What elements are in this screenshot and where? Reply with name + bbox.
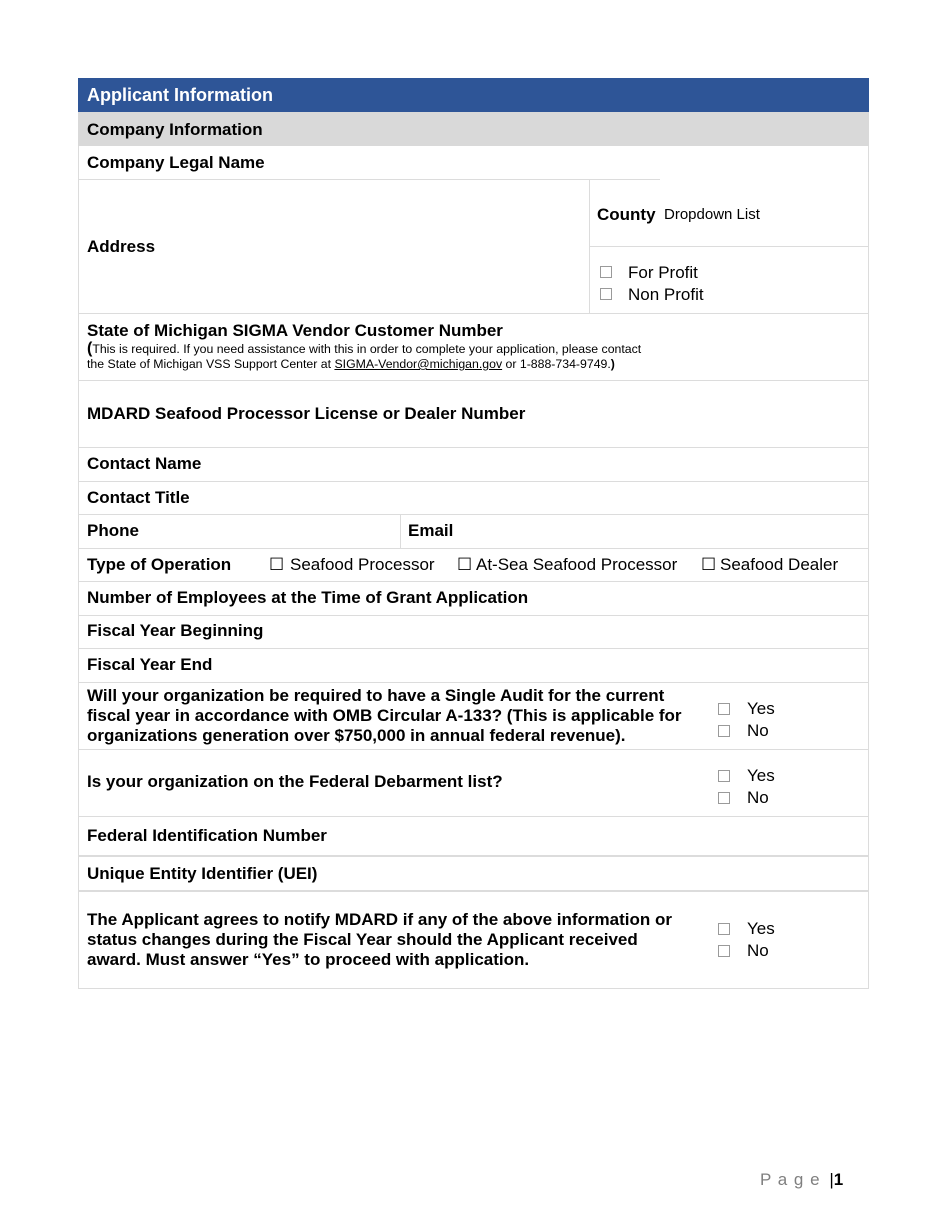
county-divider (589, 246, 869, 247)
legal-name-label: Company Legal Name (87, 153, 265, 172)
seafood-processor-label: Seafood Processor (290, 555, 435, 574)
uei-row[interactable] (78, 857, 869, 892)
page-footer (760, 1170, 880, 1194)
contact-name-label: Contact Name (87, 454, 202, 473)
notify-line: status changes during the Fiscal Year should the Applicant received (87, 930, 638, 949)
contact-name-row[interactable] (78, 448, 869, 482)
notify-line: award. Must answer “Yes” to proceed with application. (87, 950, 530, 969)
debarment-row (78, 750, 869, 817)
for-profit-label: For Profit (628, 263, 698, 282)
no-label: No (747, 941, 769, 960)
fy-begin-label: Fiscal Year Beginning (87, 621, 264, 640)
debarment-yes[interactable] (718, 765, 838, 787)
sigma-close-paren: ) (610, 357, 615, 371)
employees-label: Number of Employees at the Time of Grant Application (87, 588, 529, 607)
sigma-label: State of Michigan SIGMA Vendor Customer Number (87, 321, 503, 340)
fy-begin-row[interactable] (78, 616, 869, 649)
contact-title-label: Contact Title (87, 488, 190, 507)
fein-row[interactable] (78, 817, 869, 857)
debarment-label: Is your organization on the Federal Debarment list? (87, 772, 503, 791)
fein-label: Federal Identification Number (87, 826, 327, 845)
no-label: No (747, 721, 769, 740)
checkbox-icon[interactable] (718, 725, 730, 737)
county-field[interactable] (590, 180, 869, 246)
license-row[interactable] (78, 381, 869, 448)
checkbox-icon[interactable] (718, 945, 730, 957)
yes-label: Yes (747, 766, 775, 785)
checkbox-icon[interactable] (718, 923, 730, 935)
single-audit-question (87, 686, 682, 746)
page-number: 1 (833, 1170, 844, 1189)
single-audit-line: fiscal year in accordance with OMB Circular A-133? (This is applicable for (87, 706, 682, 725)
single-audit-row (78, 683, 869, 750)
debarment-no[interactable] (718, 787, 838, 809)
sigma-email-link[interactable]: SIGMA-Vendor@michigan.gov (334, 357, 503, 371)
checkbox-icon[interactable] (600, 288, 612, 300)
employees-row[interactable] (78, 582, 869, 616)
yes-label: Yes (747, 919, 775, 938)
email-field[interactable] (401, 515, 869, 548)
address-row (78, 180, 869, 314)
county-dropdown[interactable]: Dropdown List (664, 206, 760, 223)
sigma-row[interactable] (78, 314, 869, 381)
fy-end-row[interactable] (78, 649, 869, 683)
profit-type-checkbox-for-profit[interactable] (600, 262, 800, 284)
no-label: No (747, 788, 769, 807)
sigma-open-paren: ( (87, 340, 93, 357)
sigma-note-phone: or 1-888-734-9749. (502, 357, 611, 371)
single-audit-line: organizations generation over $750,000 in annual federal revenue). (87, 726, 626, 745)
notify-statement (87, 910, 672, 970)
page-separator: | (829, 1170, 834, 1189)
county-label: County (597, 205, 656, 224)
phone-label: Phone (87, 521, 139, 540)
checkbox-icon[interactable]: ☐ (701, 555, 717, 574)
subsection-title: Company Information (87, 120, 263, 139)
at-sea-processor-label: At-Sea Seafood Processor (476, 555, 678, 574)
subsection-header (78, 112, 869, 146)
notify-line: The Applicant agrees to notify MDARD if any of the above information or (87, 910, 672, 929)
checkbox-icon[interactable] (718, 770, 730, 782)
checkbox-icon[interactable]: ☐ (457, 555, 473, 574)
checkbox-icon[interactable] (718, 792, 730, 804)
section-header (78, 78, 869, 112)
notify-yes[interactable] (718, 918, 838, 940)
contact-title-row[interactable] (78, 482, 869, 515)
notify-row (78, 892, 869, 989)
legal-name-row[interactable] (78, 146, 869, 180)
section-title: Applicant Information (87, 85, 273, 105)
single-audit-no[interactable] (718, 720, 838, 742)
operation-row (78, 549, 869, 582)
single-audit-yes[interactable] (718, 698, 838, 720)
uei-label: Unique Entity Identifier (UEI) (87, 864, 318, 883)
checkbox-icon[interactable]: ☐ (269, 555, 285, 574)
fy-end-label: Fiscal Year End (87, 655, 213, 674)
sigma-note (87, 341, 641, 372)
operation-label: Type of Operation (87, 555, 232, 574)
phone-field[interactable] (79, 515, 400, 548)
non-profit-label: Non Profit (628, 285, 704, 304)
address-label: Address (87, 237, 156, 256)
single-audit-line: Will your organization be required to have a Single Audit for the current (87, 686, 665, 705)
yes-label: Yes (747, 699, 775, 718)
checkbox-icon[interactable] (718, 703, 730, 715)
profit-type-checkbox-non-profit[interactable] (600, 284, 800, 306)
phone-email-row (78, 515, 869, 549)
sigma-note-line2: the State of Michigan VSS Support Center at (87, 357, 335, 371)
license-label: MDARD Seafood Processor License or Dealer Number (87, 404, 526, 423)
notify-no[interactable] (718, 940, 838, 962)
email-label: Email (408, 521, 454, 540)
sigma-note-line1: This is required. If you need assistance with this in order to complete your application, please contact (92, 342, 642, 356)
page-label: P a g e (760, 1170, 821, 1189)
checkbox-icon[interactable] (600, 266, 612, 278)
seafood-dealer-label: Seafood Dealer (720, 555, 839, 574)
